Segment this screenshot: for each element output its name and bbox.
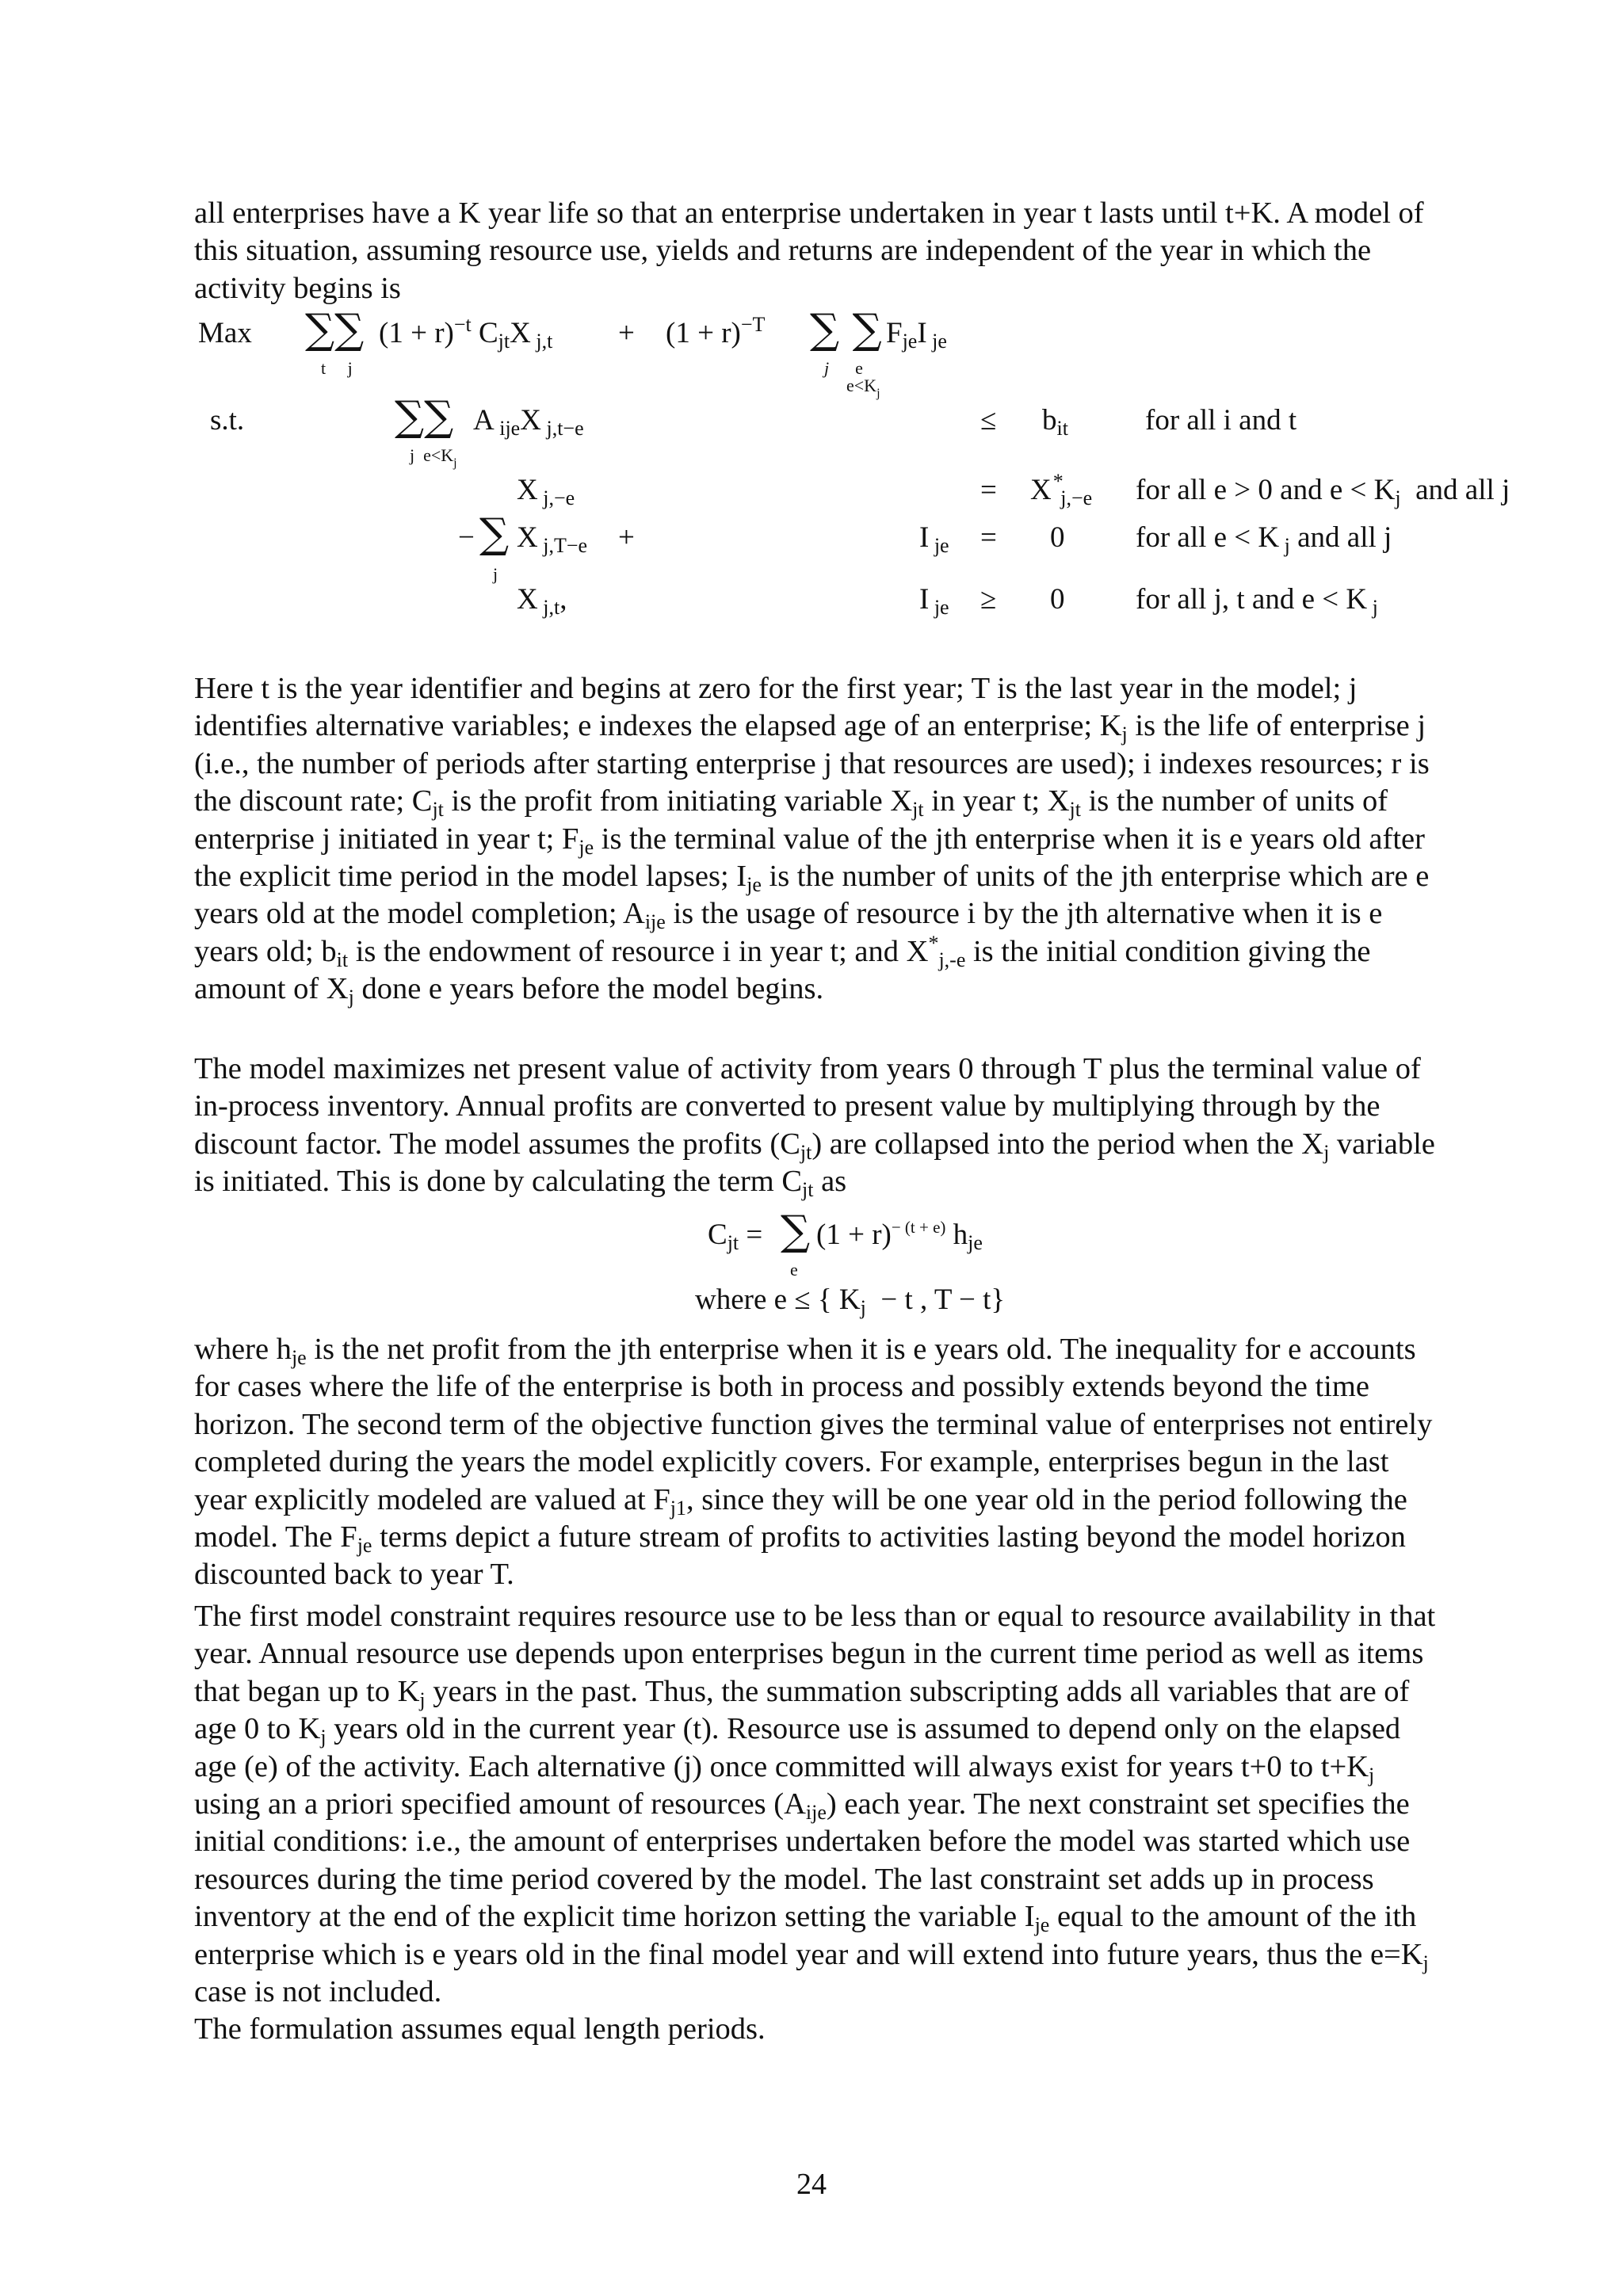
objective-term-one: $(1 + r)^{-t}$ $C_{jt}X$ $_{j,t}$	[379, 313, 553, 353]
constraint-two-condition: for all e > 0 and $e < K_j$ and all j	[1136, 474, 1510, 509]
constraint-one-relation: ≤	[980, 404, 997, 437]
constraint-three-inventory: I $_{je}$	[919, 521, 949, 557]
objective-terminal: $F_{je}I$ $_{je}$	[886, 317, 947, 353]
constraint-four-condition: for all j, t and e < K $_j$	[1136, 583, 1378, 619]
constraint-three-plus: +	[618, 521, 635, 554]
first-constraint-text: The first model constraint requires resource use to be less than or equal to resource availability in that year. Annual resource use depends upon enterprises begun in the current time period as well as items that began up to $K_j$ years in the past. Thus, the summation subscripting adds all variables that are of age 0 to $K_j$ years old in the current year (t). Resource use is assumed to depend only on the elapsed age (e) of the activity. Each alternative (j) once committed will always exist for years t+0 to $t+K_j$ using an a priori specified amount of resources $(A_{ije})$ each year. The next constraint set specifies the initial conditions: i.e., the amount of enterprises undertaken before the model was started which use resources during the time period covered by the model. The last constraint set adds up in process inventory at the end of the explicit time horizon setting the variable $I_{je}$ equal to the amount of the ith enterprise which is e years old in the final model year and will extend into future years, thus the $e=K_j$ case is not included.	[194, 1600, 1436, 2009]
constraint-three-minus: −	[458, 521, 475, 554]
equal-periods-paragraph	[194, 2011, 1446, 2048]
sum-symbol: ∑∑	[305, 306, 365, 353]
constraint-two-lhs: X $_{j,-e}$	[517, 474, 575, 509]
constraint-four-relation: ≥	[980, 583, 997, 616]
constraint-four-inventory: I $_{je}$	[919, 583, 949, 619]
sum-index-e: $e<K_j$	[846, 376, 880, 400]
constraint-four-lhs: X $_{j,t}$,	[517, 583, 567, 619]
intro-text: all enterprises have a K year life so that an enterprise undertaken in year t lasts until t+K. A model of this situation, assuming resource use, yields and returns are independent of the year in which the activity begins is	[194, 196, 1424, 305]
intro-paragraph	[194, 195, 1446, 307]
where-paragraph	[194, 1331, 1446, 1594]
first-constraint-paragraph	[194, 1598, 1446, 2011]
equal-periods-text: The formulation assumes equal length periods.	[194, 2012, 766, 2046]
objective-plus: +	[618, 317, 635, 349]
cjt-where: where e ≤ { $K_j - t$ , T − t}	[695, 1283, 1006, 1319]
constraint-four-rhs: 0	[1050, 583, 1065, 616]
sum-symbol: ∑∑	[395, 393, 454, 441]
cjt-lhs: $C_{jt}$ =	[708, 1219, 763, 1254]
sum-symbol: ∑ ∑	[810, 306, 882, 353]
page-number: 24	[796, 2168, 827, 2201]
objective-term-two: $(1 + r)^{-T}$	[666, 313, 766, 349]
npv-text: The model maximizes net present value of activity from years 0 through T plus the terminal value of in-process inventory. Annual profits are converted to present value by multiplying through by the discount factor. The model assumes the profits $(C_{jt})$ are collapsed into the period when the $X_j$ variable is initiated. This is done by calculating the term $C_{jt}$ as	[194, 1052, 1435, 1202]
where-text: where $h_{je}$ is the net profit from the jth enterprise when it is e years old. The inequality for e accounts for cases where the life of the enterprise is both in process and possibly extends beyond the time horizon. The second term of the objective function gives the terminal value of enterprises not entirely completed during the years the model explicitly covers. For example, enterprises begun in the last year explicitly modeled are valued at $F_{j1}$, since they will be one year old in the period following the model. The $F_{je}$ terms depict a future stream of profits to activities lasting beyond the model horizon discounted back to year T.	[194, 1333, 1433, 1592]
constraint-one-index: j $e<K_j$	[410, 445, 457, 470]
sum-index-t: t j	[321, 358, 353, 378]
constraint-three-lhs: X $_{j,T-e}$	[517, 521, 588, 557]
max-label: Max	[198, 317, 252, 349]
sum-index-j: j e	[824, 358, 863, 378]
constraint-three-relation: =	[980, 521, 997, 554]
constraint-one-rhs: $b_{it}$	[1042, 404, 1068, 440]
st-label: s.t.	[210, 404, 245, 437]
definitions-paragraph	[194, 670, 1446, 1009]
constraint-three-index: j	[493, 564, 498, 584]
constraint-three-rhs: 0	[1050, 521, 1065, 554]
constraint-three-condition: for all e < K $_j$ and all j	[1136, 521, 1392, 557]
constraint-one-lhs: A $_{ije}$X $_{j,t-e}$	[473, 404, 584, 440]
sum-symbol: ∑	[479, 510, 510, 558]
constraint-one-condition: for all i and t	[1145, 404, 1297, 437]
sum-symbol: ∑	[781, 1207, 811, 1255]
cjt-sum-index: e	[790, 1260, 798, 1280]
npv-paragraph	[194, 1051, 1446, 1201]
constraint-two-relation: =	[980, 474, 997, 506]
constraint-two-rhs: X* $_{j,-e}$	[1030, 470, 1093, 509]
definitions-text: Here t is the year identifier and begins at zero for the first year; T is the last year in the model; j identifies alternative variables; e indexes the elapsed age of an enterprise; $K_j$ is the life of enterprise j (i.e., the number of periods after starting enterprise j that resources are used); i indexes resources; r is the discount rate; $C_{jt}$ is the profit from initiating variable $X_{jt}$ in year t; $X_{jt}$ is the number of units of enterprise j initiated in year t; $F_{je}$ is the terminal value of the jth enterprise when it is e years old after the explicit time period in the model lapses; $I_{je}$ is the number of units of the jth enterprise which are e years old at the model completion; $A_{ije}$ is the usage of resource i by the jth alternative when it is e years old; $b_{it}$ is the endowment of resource i in year t; and $X^*_{j,-e}$ is the initial condition giving the amount of $X_j$ done e years before the model begins.	[194, 672, 1430, 1009]
cjt-body: $(1 + r)^{- (t + e)}$ $h_{je}$	[816, 1218, 983, 1254]
